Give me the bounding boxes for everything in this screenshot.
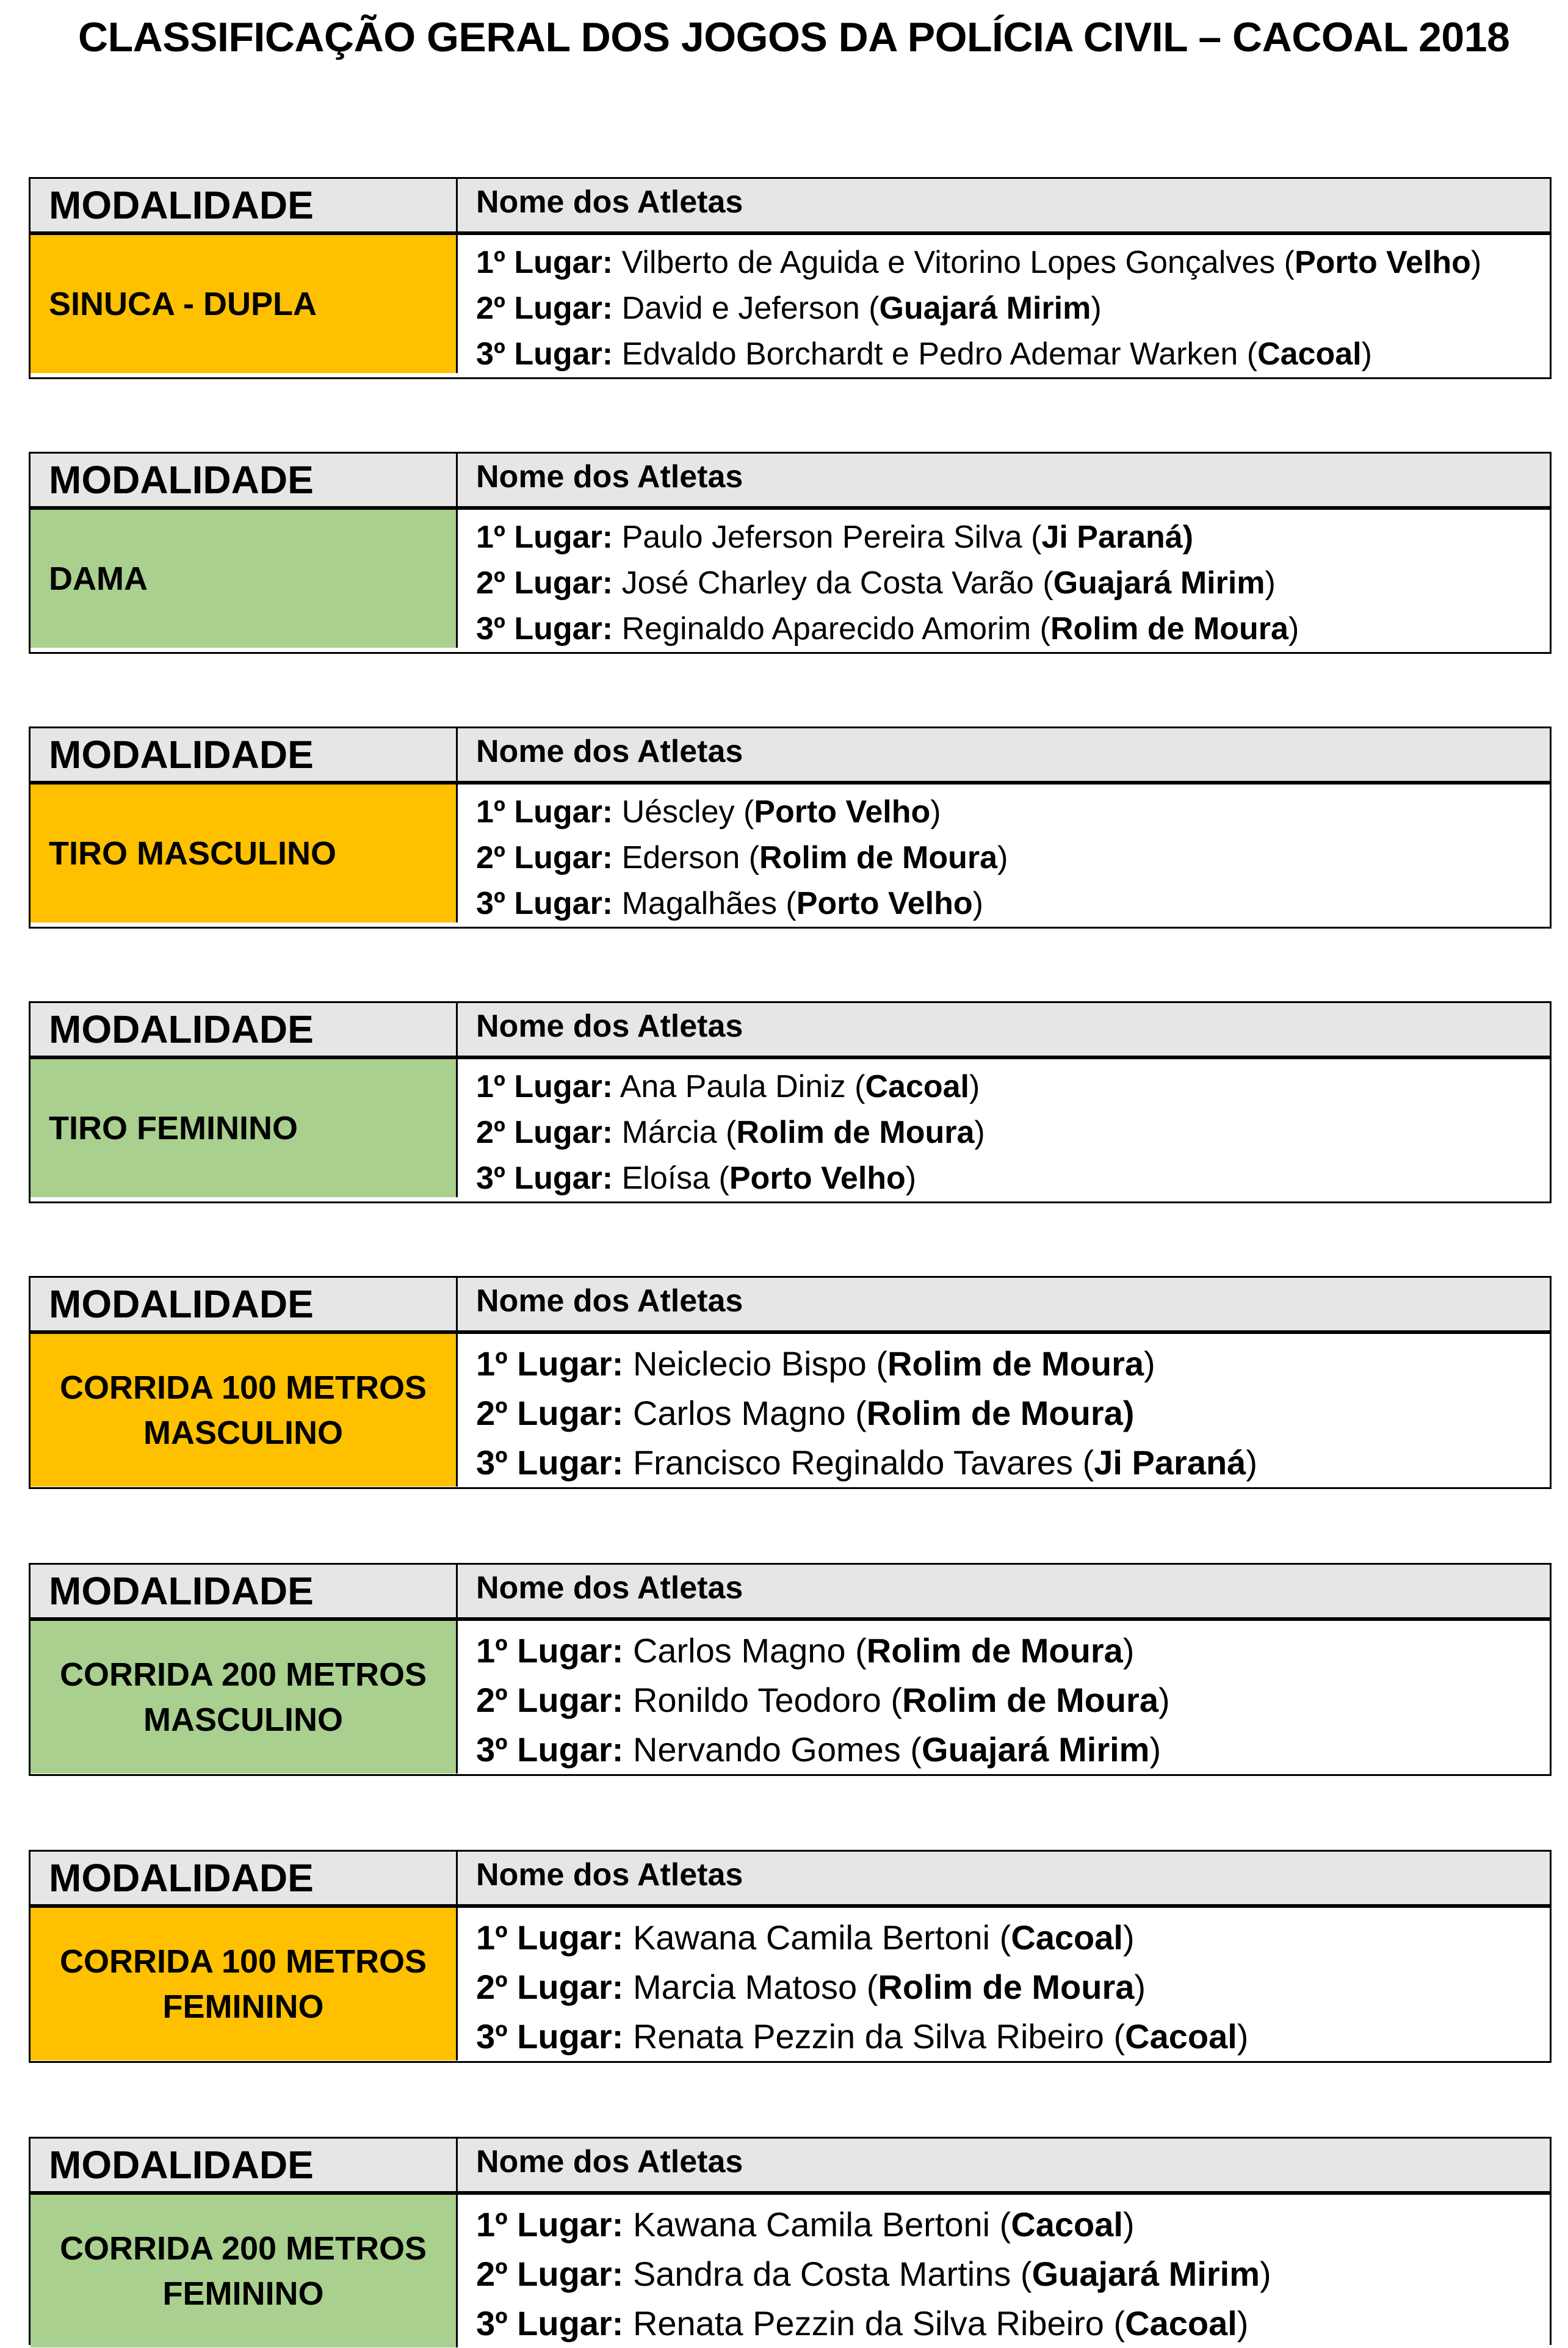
- sport-name: CORRIDA 100 METROS MASCULINO: [59, 1369, 427, 1451]
- header-athletes: Nome dos Atletas: [476, 459, 743, 495]
- ranking-table-corrida-100-feminino: [29, 1850, 1552, 2063]
- closing-paren: ): [1158, 1681, 1170, 1719]
- athlete-names: Reginaldo Aparecido Amorim (: [621, 611, 1050, 647]
- header-modalidade: MODALIDADE: [31, 1278, 458, 1330]
- athlete-names: Francisco Reginaldo Tavares (: [632, 1443, 1094, 1482]
- sport-cell: [31, 784, 458, 922]
- athlete-names: Edvaldo Borchardt e Pedro Ademar Warken (: [621, 336, 1258, 372]
- place-first: [476, 1626, 1550, 1675]
- header-athletes: Nome dos Atletas: [476, 1009, 743, 1044]
- closing-paren: ): [1237, 2304, 1249, 2343]
- table-body-row: [31, 510, 1550, 652]
- header-modalidade: MODALIDADE: [31, 179, 458, 231]
- team-name: Porto Velho: [1294, 245, 1471, 280]
- team-name: Ji Paraná): [1041, 520, 1194, 555]
- athlete-names: Magalhães (: [621, 886, 797, 921]
- place-third: [476, 1438, 1550, 1487]
- table-header: [31, 1003, 1550, 1059]
- ranking-table-corrida-100-masculino: [29, 1276, 1552, 1489]
- sport-cell: [31, 1334, 458, 1487]
- sport-cell: [31, 235, 458, 373]
- closing-paren: ): [1265, 565, 1276, 601]
- place-second: [476, 835, 1550, 881]
- place-label: 2º Lugar:: [476, 1394, 624, 1432]
- table-body-row: [31, 1621, 1550, 1774]
- place-second: [476, 1675, 1550, 1725]
- team-name: Guajará Mirim: [922, 1730, 1150, 1769]
- ranking-table-corrida-200-masculino: [29, 1563, 1552, 1776]
- closing-paren: ): [1288, 611, 1299, 647]
- team-name: Guajará Mirim: [1031, 2255, 1260, 2293]
- closing-paren: ): [1149, 1730, 1162, 1769]
- athlete-names: Renata Pezzin da Silva Ribeiro (: [632, 2017, 1125, 2056]
- place-label: 3º Lugar:: [476, 2304, 624, 2343]
- place-first: [476, 1913, 1550, 1962]
- table-header: [31, 728, 1550, 784]
- athlete-names: Eloísa (: [621, 1161, 729, 1196]
- page-title: CLASSIFICAÇÃO GERAL DOS JOGOS DA POLÍCIA CIVIL – CACOAL 2018: [78, 14, 1510, 60]
- place-second: [476, 2249, 1550, 2299]
- team-name: Cacoal: [865, 1069, 969, 1104]
- places-cell: [458, 1334, 1550, 1487]
- place-label: 3º Lugar:: [476, 886, 613, 921]
- place-label: 2º Lugar:: [476, 1681, 624, 1719]
- header-athletes: Nome dos Atletas: [476, 184, 743, 220]
- header-modalidade: MODALIDADE: [31, 1003, 458, 1056]
- athlete-names: Márcia (: [621, 1115, 737, 1150]
- place-first: [476, 1339, 1550, 1388]
- sport-cell: [31, 510, 458, 648]
- table-header: [31, 179, 1550, 235]
- place-second: [476, 286, 1550, 332]
- place-first: [476, 515, 1550, 560]
- athlete-names: Ederson (: [621, 840, 760, 875]
- place-label: 3º Lugar:: [476, 1161, 613, 1196]
- place-label: 1º Lugar:: [476, 1069, 613, 1104]
- places-cell: [458, 784, 1550, 927]
- athlete-names: Ana Paula Diniz (: [620, 1069, 865, 1104]
- team-name: Rolim de Moura: [887, 1344, 1144, 1383]
- place-label: 2º Lugar:: [476, 1968, 624, 2006]
- team-name: Porto Velho: [754, 794, 931, 830]
- athlete-names: Marcia Matoso (: [632, 1968, 878, 2006]
- places-cell: [458, 2195, 1550, 2348]
- place-label: 1º Lugar:: [476, 2205, 624, 2244]
- header-modalidade: MODALIDADE: [31, 728, 458, 781]
- team-name: Porto Velho: [796, 886, 973, 921]
- place-third: [476, 2012, 1550, 2061]
- place-label: 2º Lugar:: [476, 291, 613, 326]
- closing-paren: ): [905, 1161, 917, 1196]
- closing-paren: ): [930, 794, 941, 830]
- place-label: 3º Lugar:: [476, 611, 613, 647]
- team-name: Guajará Mirim: [879, 291, 1091, 326]
- athlete-names: Vilberto de Aguida e Vitorino Lopes Gonçalves (: [621, 245, 1295, 280]
- places-cell: [458, 1621, 1550, 1774]
- header-athletes: Nome dos Atletas: [476, 1570, 743, 1606]
- team-name: Rolim de Moura: [1050, 611, 1288, 647]
- table-header: [31, 1852, 1550, 1908]
- header-modalidade: MODALIDADE: [31, 1852, 458, 1904]
- place-label: 3º Lugar:: [476, 336, 613, 372]
- ranking-table-dama: [29, 452, 1552, 654]
- place-label: 1º Lugar:: [476, 1631, 624, 1670]
- athlete-names: David e Jeferson (: [621, 291, 880, 326]
- sport-name: CORRIDA 100 METROS FEMININO: [59, 1943, 427, 2025]
- place-first: [476, 240, 1550, 286]
- team-name: Cacoal: [1125, 2304, 1237, 2343]
- athlete-names: José Charley da Costa Varão (: [621, 565, 1053, 601]
- place-label: 2º Lugar:: [476, 2255, 624, 2293]
- team-name: Rolim de Moura: [866, 1631, 1123, 1670]
- sport-cell: [31, 1908, 458, 2060]
- place-label: 3º Lugar:: [476, 1443, 624, 1482]
- athlete-names: Nervando Gomes (: [632, 1730, 922, 1769]
- ranking-table-tiro-feminino: [29, 1001, 1552, 1203]
- closing-paren: ): [1361, 336, 1372, 372]
- closing-paren: ): [969, 1069, 980, 1104]
- place-first: [476, 789, 1550, 835]
- header-modalidade: MODALIDADE: [31, 2139, 458, 2191]
- sport-cell: [31, 1621, 458, 1774]
- table-header: [31, 1565, 1550, 1621]
- athlete-names: Neiclecio Bispo (: [632, 1344, 887, 1383]
- closing-paren: ): [1122, 2205, 1135, 2244]
- header-athletes: Nome dos Atletas: [476, 734, 743, 769]
- sport-name: SINUCA - DUPLA: [49, 286, 317, 322]
- team-name: Guajará Mirim: [1053, 565, 1265, 601]
- place-label: 2º Lugar:: [476, 565, 613, 601]
- closing-paren: ): [1237, 2017, 1249, 2056]
- sport-name: TIRO MASCULINO: [49, 835, 336, 872]
- place-second: [476, 560, 1550, 606]
- team-name: Porto Velho: [729, 1161, 906, 1196]
- places-cell: [458, 510, 1550, 652]
- place-label: 1º Lugar:: [476, 1344, 624, 1383]
- team-name: Rolim de Moura): [866, 1394, 1135, 1432]
- closing-paren: ): [1134, 1968, 1146, 2006]
- team-name: Rolim de Moura: [878, 1968, 1135, 2006]
- place-label: 3º Lugar:: [476, 2017, 624, 2056]
- team-name: Cacoal: [1257, 336, 1362, 372]
- athlete-names: Paulo Jeferson Pereira Silva (: [621, 520, 1042, 555]
- place-third: [476, 1156, 1550, 1201]
- team-name: Rolim de Moura: [901, 1681, 1158, 1719]
- athlete-names: Uéscley (: [621, 794, 754, 830]
- place-label: 1º Lugar:: [476, 794, 613, 830]
- ranking-table-corrida-200-feminino: [29, 2137, 1552, 2345]
- closing-paren: ): [1144, 1344, 1155, 1383]
- place-label: 2º Lugar:: [476, 1115, 613, 1150]
- team-name: Rolim de Moura: [759, 840, 998, 875]
- table-body-row: [31, 2195, 1550, 2348]
- table-header: [31, 454, 1550, 510]
- team-name: Rolim de Moura: [736, 1115, 975, 1150]
- place-third: [476, 606, 1550, 652]
- sport-name: TIRO FEMININO: [49, 1110, 298, 1147]
- closing-paren: ): [974, 1115, 985, 1150]
- place-second: [476, 1110, 1550, 1156]
- athlete-names: Ronildo Teodoro (: [632, 1681, 902, 1719]
- table-body-row: [31, 1908, 1550, 2061]
- closing-paren: ): [1470, 245, 1482, 280]
- table-body-row: [31, 235, 1550, 377]
- place-label: 1º Lugar:: [476, 245, 613, 280]
- table-body-row: [31, 1334, 1550, 1487]
- athlete-names: Kawana Camila Bertoni (: [632, 2205, 1011, 2244]
- place-third: [476, 1725, 1550, 1774]
- place-first: [476, 2200, 1550, 2249]
- place-label: 1º Lugar:: [476, 520, 613, 555]
- place-second: [476, 1962, 1550, 2012]
- sport-name: DAMA: [49, 560, 148, 597]
- closing-paren: ): [972, 886, 983, 921]
- places-cell: [458, 235, 1550, 377]
- closing-paren: ): [1122, 1631, 1135, 1670]
- sport-name: CORRIDA 200 METROS MASCULINO: [59, 1656, 427, 1738]
- ranking-table-sinuca-dupla: [29, 177, 1552, 379]
- closing-paren: ): [1122, 1918, 1135, 1957]
- table-body-row: [31, 784, 1550, 927]
- athlete-names: Carlos Magno (: [632, 1394, 867, 1432]
- place-label: 3º Lugar:: [476, 1730, 624, 1769]
- athlete-names: Kawana Camila Bertoni (: [632, 1918, 1011, 1957]
- team-name: Cacoal: [1011, 1918, 1123, 1957]
- closing-paren: ): [997, 840, 1008, 875]
- place-third: [476, 881, 1550, 927]
- team-name: Ji Paraná: [1094, 1443, 1246, 1482]
- header-athletes: Nome dos Atletas: [476, 2144, 743, 2180]
- team-name: Cacoal: [1011, 2205, 1123, 2244]
- table-body-row: [31, 1059, 1550, 1201]
- closing-paren: ): [1246, 1443, 1257, 1482]
- sport-name: CORRIDA 200 METROS FEMININO: [59, 2230, 427, 2312]
- athlete-names: Carlos Magno (: [632, 1631, 867, 1670]
- closing-paren: ): [1091, 291, 1102, 326]
- place-third: [476, 332, 1550, 377]
- team-name: Cacoal: [1125, 2017, 1237, 2056]
- closing-paren: ): [1260, 2255, 1271, 2293]
- place-first: [476, 1064, 1550, 1110]
- sport-cell: [31, 1059, 458, 1197]
- place-second: [476, 1388, 1550, 1438]
- header-modalidade: MODALIDADE: [31, 454, 458, 506]
- header-athletes: Nome dos Atletas: [476, 1857, 743, 1893]
- table-header: [31, 2139, 1550, 2195]
- place-label: 1º Lugar:: [476, 1918, 624, 1957]
- header-athletes: Nome dos Atletas: [476, 1283, 743, 1319]
- header-modalidade: MODALIDADE: [31, 1565, 458, 1617]
- place-label: 2º Lugar:: [476, 840, 613, 875]
- table-header: [31, 1278, 1550, 1334]
- athlete-names: Sandra da Costa Martins (: [632, 2255, 1032, 2293]
- athlete-names: Renata Pezzin da Silva Ribeiro (: [632, 2304, 1125, 2343]
- ranking-table-tiro-masculino: [29, 727, 1552, 929]
- places-cell: [458, 1059, 1550, 1201]
- place-third: [476, 2299, 1550, 2348]
- sport-cell: [31, 2195, 458, 2347]
- places-cell: [458, 1908, 1550, 2061]
